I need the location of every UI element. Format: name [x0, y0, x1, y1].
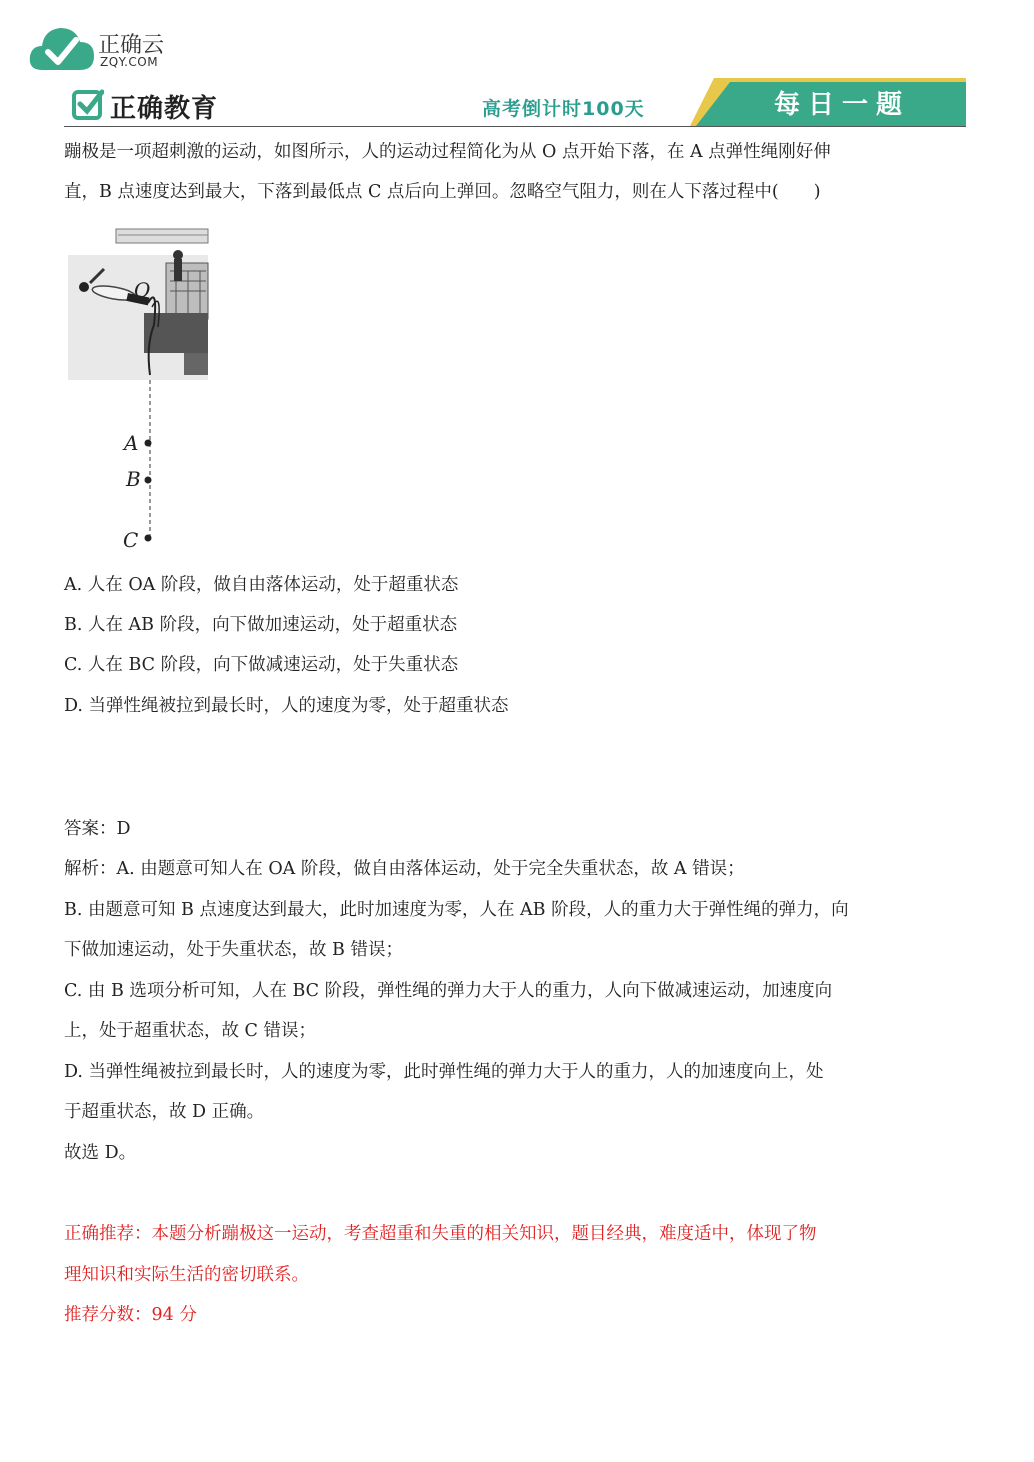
recommend-score: 推荐分数：94 分 — [64, 1305, 197, 1325]
label-c: C — [123, 528, 139, 552]
recommend-line-1: 正确推荐：本题分析蹦极这一运动，考查超重和失重的相关知识，题目经典，难度适中，体现了物 — [64, 1224, 817, 1244]
question-line-1: 蹦极是一项超刺激的运动，如图所示，人的运动过程简化为从 O 点开始下落，在 A 点弹性绳刚好伸 — [64, 142, 831, 162]
header-rule — [64, 126, 966, 127]
option-d: D. 当弹性绳被拉到最长时，人的速度为零，处于超重状态 — [64, 696, 509, 716]
countdown-label: 高考倒计时100天 — [482, 98, 645, 120]
answer: 答案：D — [64, 819, 131, 839]
option-a: A. 人在 OA 阶段，做自由落体运动，处于超重状态 — [64, 575, 459, 595]
label-o: O — [134, 278, 151, 302]
explanation-line-5: 上，处于超重状态，故 C 错误； — [64, 1021, 317, 1041]
point-b — [145, 477, 152, 484]
explanation-line-2: B. 由题意可知 B 点速度达到最大，此时加速度为零，人在 AB 阶段，人的重力大于弹性绳的弹力，向 — [64, 900, 849, 920]
explanation-line-4: C. 由 B 选项分析可知，人在 BC 阶段，弹性绳的弹力大于人的重力，人向下做减速运动，加速度向 — [64, 981, 833, 1001]
question-line-2: 直，B 点速度达到最大，下落到最低点 C 点后向上弹回。忽略空气阻力，则在人下落过程中( ) — [64, 182, 821, 202]
label-a: A — [124, 431, 139, 455]
edu-brand: 正确教育 — [110, 94, 219, 124]
explanation-line-8: 故选 D。 — [64, 1143, 137, 1163]
explanation-line-7: 于超重状态，故 D 正确。 — [64, 1102, 265, 1122]
logo-brand: 正确云 — [98, 33, 165, 58]
explanation-line-1: 解析：A. 由题意可知人在 OA 阶段，做自由落体运动，处于完全失重状态，故 A 错误； — [64, 859, 745, 879]
explanation-line-3: 下做加速运动，处于失重状态，故 B 错误； — [64, 940, 403, 960]
recommend-line-2: 理知识和实际生活的密切联系。 — [64, 1265, 309, 1285]
zqy-logo — [28, 22, 228, 77]
label-b: B — [126, 467, 141, 491]
cloud-check-icon — [28, 22, 96, 74]
option-c: C. 人在 BC 阶段，向下做减速运动，处于失重状态 — [64, 655, 459, 675]
page-header — [64, 76, 966, 128]
point-a — [145, 440, 152, 447]
daily-label: 每日一题 — [774, 90, 911, 120]
checkbox-icon — [72, 88, 104, 120]
point-c — [145, 535, 152, 542]
logo-domain: ZQY.COM — [100, 55, 159, 69]
option-b: B. 人在 AB 阶段，向下做加速运动，处于超重状态 — [64, 615, 458, 635]
bungee-figure — [66, 225, 216, 555]
explanation-line-6: D. 当弹性绳被拉到最长时，人的速度为零，此时弹性绳的弹力大于人的重力，人的加速度向上，处 — [64, 1062, 824, 1082]
